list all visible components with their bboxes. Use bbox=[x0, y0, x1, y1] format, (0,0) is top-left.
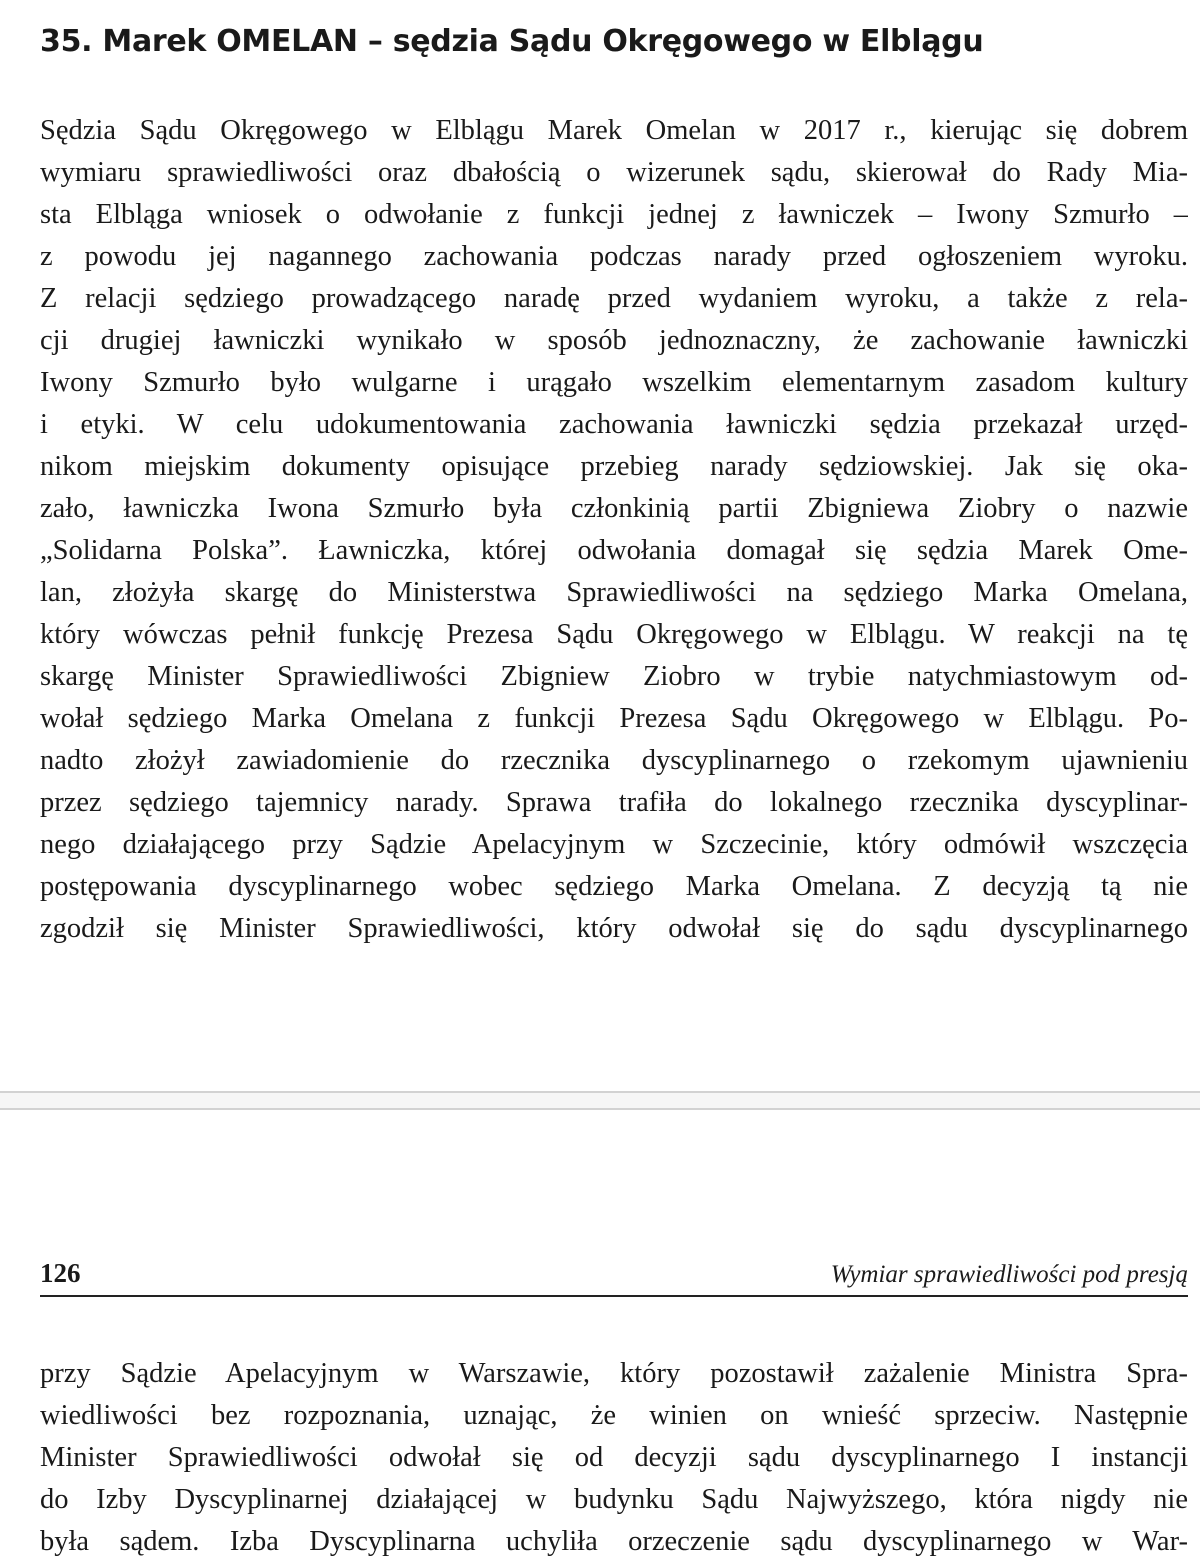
text-line: zało, ławniczka Iwona Szmurło była członkinią partii Zbigniewa Ziobry o nazwie bbox=[40, 493, 1188, 524]
text-line: i etyki. W celu udokumentowania zachowania ławniczki sędzia przekazał urzęd- bbox=[40, 409, 1188, 440]
text-line: lan, złożyła skargę do Ministerstwa Sprawiedliwości na sędziego Marka Omelana, bbox=[40, 577, 1188, 608]
text-line: cji drugiej ławniczki wynikało w sposób jednoznaczny, że zachowanie ławniczki bbox=[40, 325, 1188, 356]
page-header bbox=[40, 1255, 1188, 1297]
text-line: wiedliwości bez rozpoznania, uznając, że winien on wnieść sprzeciw. Następnie bbox=[40, 1400, 1188, 1431]
page-separator bbox=[0, 1091, 1200, 1110]
text-line: nego działającego przy Sądzie Apelacyjnym w Szczecinie, który odmówił wszczęcia bbox=[40, 829, 1188, 860]
text-line: skargę Minister Sprawiedliwości Zbigniew Ziobro w trybie natychmiastowym od- bbox=[40, 661, 1188, 692]
page2-body-text bbox=[40, 1353, 1188, 1563]
page1-body-text bbox=[40, 110, 1188, 950]
text-line: zgodził się Minister Sprawiedliwości, który odwołał się do sądu dyscyplinarnego bbox=[40, 913, 1188, 944]
text-line: do Izby Dyscyplinarnej działającej w budynku Sądu Najwyższego, która nigdy nie bbox=[40, 1484, 1188, 1515]
page-number: 126 bbox=[40, 1258, 81, 1288]
text-line: z powodu jej nagannego zachowania podczas narady przed ogłoszeniem wyroku. bbox=[40, 241, 1188, 272]
text-line: przy Sądzie Apelacyjnym w Warszawie, który pozostawił zażalenie Ministra Spra- bbox=[40, 1358, 1188, 1389]
text-line: była sądem. Izba Dyscyplinarna uchyliła orzeczenie sądu dyscyplinarnego w War- bbox=[40, 1526, 1188, 1557]
section-heading: 35. Marek OMELAN – sędzia Sądu Okręgowego w Elblągu bbox=[40, 24, 984, 59]
text-line: Iwony Szmurło było wulgarne i urągało wszelkim elementarnym zasadom kultury bbox=[40, 367, 1188, 398]
text-line: przez sędziego tajemnicy narady. Sprawa trafiła do lokalnego rzecznika dyscyplinar- bbox=[40, 787, 1188, 818]
text-line: Z relacji sędziego prowadzącego naradę przed wydaniem wyroku, a także z rela- bbox=[40, 283, 1188, 314]
running-title: Wymiar sprawiedliwości pod presją bbox=[830, 1261, 1188, 1288]
text-line: wołał sędziego Marka Omelana z funkcji Prezesa Sądu Okręgowego w Elblągu. Po- bbox=[40, 703, 1188, 734]
text-line: Minister Sprawiedliwości odwołał się od decyzji sądu dyscyplinarnego I instancji bbox=[40, 1442, 1188, 1473]
text-line: „Solidarna Polska”. Ławniczka, której odwołania domagał się sędzia Marek Ome- bbox=[40, 535, 1188, 566]
text-line: nadto złożył zawiadomienie do rzecznika dyscyplinarnego o rzekomym ujawnieniu bbox=[40, 745, 1188, 776]
text-line: który wówczas pełnił funkcję Prezesa Sądu Okręgowego w Elblągu. W reakcji na tę bbox=[40, 619, 1188, 650]
text-line: wymiaru sprawiedliwości oraz dbałością o wizerunek sądu, skierował do Rady Mia- bbox=[40, 157, 1188, 188]
text-line: Sędzia Sądu Okręgowego w Elblągu Marek Omelan w 2017 r., kierując się dobrem bbox=[40, 115, 1188, 146]
text-line: postępowania dyscyplinarnego wobec sędziego Marka Omelana. Z decyzją tą nie bbox=[40, 871, 1188, 902]
text-line: nikom miejskim dokumenty opisujące przebieg narady sędziowskiej. Jak się oka- bbox=[40, 451, 1188, 482]
text-line: sta Elbląga wniosek o odwołanie z funkcji jednej z ławniczek – Iwony Szmurło – bbox=[40, 199, 1188, 230]
